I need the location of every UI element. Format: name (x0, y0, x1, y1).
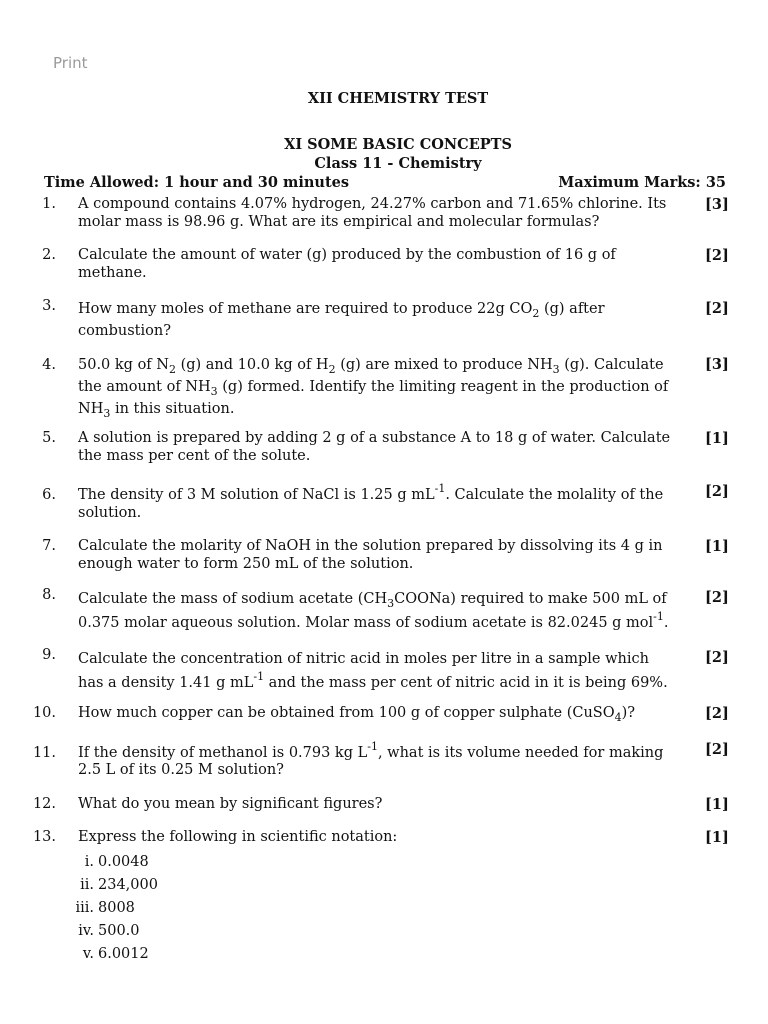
list-item-value: 8008 (98, 899, 135, 916)
subscript: 3 (210, 385, 218, 398)
question-text (78, 483, 674, 522)
subscript: 3 (387, 597, 395, 610)
question-item (0, 483, 768, 522)
question-text (78, 741, 674, 780)
question-item (0, 247, 768, 282)
text-run: (g) are mixed to produce NH (335, 357, 553, 373)
text-run: 50.0 kg of N (78, 357, 169, 373)
question-marks: [2] (705, 705, 729, 722)
print-link[interactable]: Print (53, 54, 88, 72)
text-run: Calculate the mass of sodium acetate (CH (78, 591, 388, 607)
question-marks: [2] (705, 740, 729, 758)
text-run: Calculate the concentration of nitric acid in moles per litre in a sample which has a density 1.41 g mL (78, 651, 649, 691)
text-run: . Calculate the molality of the solution. (78, 487, 664, 521)
question-marks: [3] (705, 196, 729, 213)
roman-numeral: i. (84, 853, 94, 870)
question-text: Calculate the amount of water (g) produced by the combustion of 16 g of methane. (78, 247, 616, 281)
question-prompt: Express the following in scientific notation: (78, 829, 398, 845)
question-item (0, 298, 768, 342)
text-run: , what is its volume needed for making 2.5 L of its 0.25 M solution? (78, 744, 664, 778)
question-item (0, 430, 768, 465)
question-marks: [3] (705, 356, 729, 373)
list-item (78, 874, 674, 897)
time-allowed: Time Allowed: 1 hour and 30 minutes (44, 174, 350, 191)
roman-numeral: iii. (75, 899, 94, 916)
question-item (0, 705, 768, 723)
list-item (75, 897, 674, 920)
subscript: 2 (532, 307, 540, 320)
chapter-title: XI SOME BASIC CONCEPTS (284, 136, 512, 153)
list-item (78, 943, 674, 966)
question-number: 2. (42, 247, 56, 263)
question-text (78, 298, 674, 342)
list-item-value: 6.0012 (98, 945, 149, 962)
question-number: 12. (32, 795, 56, 812)
superscript: -1 (434, 482, 446, 495)
question-number: 1. (42, 196, 56, 212)
question-item (0, 796, 768, 814)
question-text: Calculate the molarity of NaOH in the solution prepared by dissolving its 4 g in enough water to form 250 mL of the solution. (78, 538, 663, 572)
subscript: 2 (168, 363, 176, 376)
class-title: Class 11 - Chemistry (314, 155, 482, 172)
question-number: 9. (42, 647, 56, 663)
question-marks: [1] (705, 829, 729, 846)
list-item-value: 0.0048 (98, 853, 149, 870)
question-text (78, 705, 674, 723)
list-item (78, 920, 674, 943)
question-number: 4. (42, 357, 56, 373)
text-run: (g) formed. Identify the limiting reagent in the production of NH (78, 379, 669, 417)
text-run: in this situation. (110, 401, 235, 417)
question-text: A solution is prepared by adding 2 g of a substance A to 18 g of water. Calculate the mass per cent of the solute. (78, 430, 671, 464)
text-run: (g). Calculate the amount of NH (78, 357, 664, 395)
question-item (0, 538, 768, 573)
text-run: . (663, 615, 669, 631)
question-marks: [2] (705, 589, 729, 606)
question-marks: [1] (705, 538, 729, 555)
question-text (78, 587, 674, 635)
text-run: COONa) required to make 500 mL of 0.375 molar aqueous solution. Molar mass of sodium acetate is 82.0245 g mol (78, 591, 667, 631)
question-list (0, 196, 768, 966)
roman-numeral: ii. (80, 876, 94, 893)
maximum-marks: Maximum Marks: 35 (558, 174, 726, 191)
list-item-value: 234,000 (98, 876, 158, 893)
text-run: If the density of methanol is 0.793 kg L (78, 744, 368, 761)
text-run: and the mass per cent of nitric acid in it is being 69%. (264, 675, 668, 691)
question-number: 11. (32, 744, 56, 761)
question-marks: [2] (705, 300, 729, 317)
question-marks: [2] (705, 483, 729, 500)
roman-numeral: iv. (78, 922, 94, 939)
text-run: (g) and 10.0 kg of H (175, 357, 329, 373)
question-number: 6. (42, 487, 56, 503)
roman-numeral: v. (82, 945, 94, 962)
superscript: -1 (653, 610, 664, 623)
text-run: How much copper can be obtained from 100 g of copper sulphate (CuSO (78, 705, 615, 721)
question-marks: [2] (705, 649, 729, 666)
text-run: (g) after combustion? (78, 301, 605, 339)
question-number: 5. (42, 430, 56, 446)
question-item (0, 829, 768, 966)
question-item (0, 587, 768, 635)
question-item (0, 354, 768, 420)
question-marks: [2] (705, 247, 729, 264)
question-number: 10. (32, 705, 56, 721)
notation-list (75, 851, 674, 966)
text-run: How many moles of methane are required to produce 22g CO (78, 301, 533, 317)
test-title: XII CHEMISTRY TEST (307, 90, 489, 107)
question-item (0, 647, 768, 695)
subscript: 2 (328, 363, 336, 376)
question-text (78, 354, 674, 420)
test-meta-row (44, 174, 726, 191)
superscript: -1 (253, 670, 265, 683)
question-text: A compound contains 4.07% hydrogen, 24.27% carbon and 71.65% chlorine. Its molar mass is 98.96 g. What are its empirical and molecular formulas? (78, 196, 667, 230)
subscript: 4 (614, 711, 622, 724)
list-item (78, 851, 674, 874)
list-item-value: 500.0 (98, 922, 140, 939)
question-text: What do you mean by significant figures? (78, 795, 383, 812)
question-item (0, 741, 768, 780)
subscript: 3 (103, 407, 111, 420)
text-run: )? (621, 705, 636, 721)
subscript: 3 (552, 363, 560, 376)
question-text (78, 647, 674, 695)
text-run: The density of 3 M solution of NaCl is 1.25 g mL (78, 487, 435, 503)
question-number: 8. (42, 587, 56, 603)
question-item (0, 196, 768, 231)
question-text (75, 829, 674, 966)
question-number: 7. (42, 538, 56, 554)
question-marks: [1] (705, 430, 729, 447)
question-number: 3. (42, 298, 56, 314)
question-number: 13. (32, 829, 56, 845)
question-marks: [1] (705, 795, 729, 813)
superscript: -1 (367, 739, 378, 753)
